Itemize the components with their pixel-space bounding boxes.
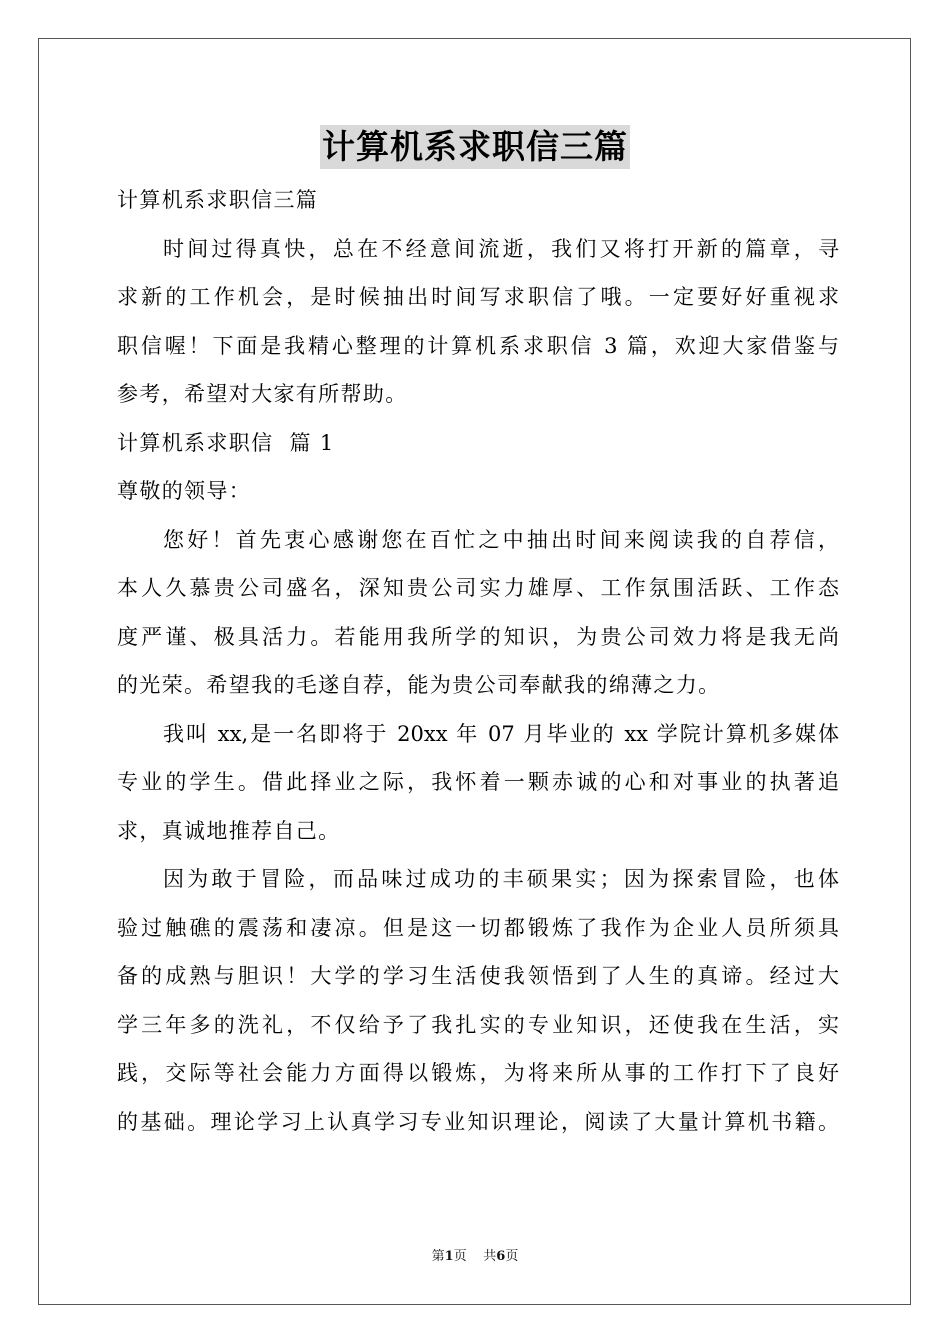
paragraph-line: 践，交际等社会能力方面得以锻炼，为将来所从事的工作打下了良好 — [117, 1061, 839, 1085]
document-title: 计算机系求职信三篇 — [320, 125, 630, 169]
intro-paragraph — [117, 225, 839, 419]
paragraph-line: 专业的学生。借此择业之际，我怀着一颗赤诚的心和对事业的执著追 — [117, 770, 839, 794]
paragraph-line: 时间过得真快，总在不经意间流逝，我们又将打开新的篇章，寻 — [163, 236, 839, 261]
paragraph-line: 备的成熟与胆识！大学的学习生活使我领悟到了人生的真谛。经过大 — [117, 964, 839, 988]
document-body — [117, 176, 839, 1146]
paragraph-line: 度严谨、极具活力。若能用我所学的知识，为贵公司效力将是我无尚 — [117, 624, 839, 649]
paragraph-experience — [117, 855, 839, 1146]
paragraph-line: 的光荣。希望我的毛遂自荐，能为贵公司奉献我的绵薄之力。 — [117, 673, 721, 697]
paragraph-line: 我叫 xx,是一名即将于 20xx 年 07 月毕业的 xx 学院计算机多媒体 — [163, 721, 839, 746]
page-number-prefix: 第 — [431, 1249, 445, 1264]
paragraph-introduction — [117, 710, 839, 856]
page-footer — [0, 1245, 950, 1264]
title-container — [0, 125, 950, 169]
salutation: 尊敬的领导： — [117, 479, 252, 503]
paragraph-line: 的基础。理论学习上认真学习专业知识理论，阅读了大量计算机书籍。 — [117, 1109, 839, 1134]
paragraph-line: 职信喔！下面是我精心整理的计算机系求职信 3 篇，欢迎大家借鉴与 — [117, 333, 839, 358]
page-number-current: 1 — [444, 1249, 454, 1264]
paragraph-line: 求，真诚地推荐自己。 — [117, 818, 341, 843]
paragraph-line: 因为敢于冒险，而品味过成功的丰硕果实；因为探索冒险，也体 — [163, 867, 839, 891]
document-subtitle: 计算机系求职信三篇 — [117, 188, 319, 212]
section-heading: 计算机系求职信 篇 1 — [117, 430, 335, 455]
page-total-prefix: 共 — [483, 1249, 497, 1264]
paragraph-line: 本人久慕贵公司盛名，深知贵公司实力雄厚、工作氛围活跃、工作态 — [117, 576, 839, 600]
paragraph-line: 验过触礁的震荡和凄凉。但是这一切都锻炼了我作为企业人员所须具 — [117, 915, 839, 940]
paragraph-line: 求新的工作机会，是时候抽出时间写求职信了哦。一定要好好重视求 — [117, 285, 839, 309]
paragraph-line: 学三年多的洗礼，不仅给予了我扎实的专业知识，还使我在生活，实 — [117, 1012, 839, 1037]
paragraph-line: 参考，希望对大家有所帮助。 — [117, 382, 408, 406]
paragraph-greeting — [117, 516, 839, 710]
page-number-total: 6 — [496, 1249, 506, 1264]
page-total-suffix: 页 — [505, 1249, 519, 1264]
page-number-suffix: 页 — [453, 1249, 467, 1264]
paragraph-line: 您好！首先衷心感谢您在百忙之中抽出时间来阅读我的自荐信， — [163, 527, 839, 552]
